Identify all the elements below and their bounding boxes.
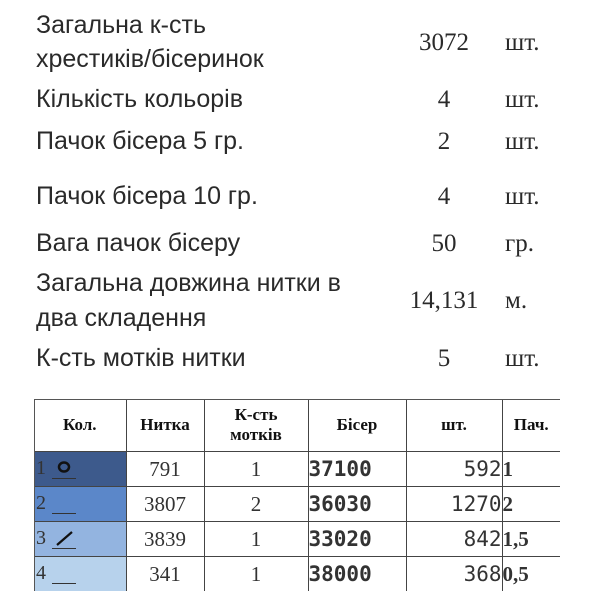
header-skeins-line1: К-сть (234, 405, 278, 424)
summary-label: Кількість кольорів (36, 85, 243, 113)
summary-label: хрестиків/бісеринок (36, 45, 264, 73)
skein-count: 1 (204, 522, 308, 557)
thread-code: 3839 (126, 522, 204, 557)
table-header-row (34, 399, 560, 452)
summary-value: 5 (437, 345, 451, 372)
color-swatch-cell (34, 557, 126, 592)
header-count: шт. (406, 399, 502, 452)
table-row (34, 557, 560, 592)
color-key-table (34, 399, 560, 591)
summary-value: 14,131 (409, 287, 479, 314)
thread-code: 3807 (126, 487, 204, 522)
summary-unit: шт. (505, 183, 540, 210)
summary-value: 4 (437, 183, 451, 210)
table-row (34, 452, 560, 487)
thread-code: 791 (126, 452, 204, 487)
summary-unit: шт. (505, 29, 540, 56)
header-skeins (204, 399, 308, 452)
color-swatch-cell (34, 487, 126, 522)
bead-code: 36030 (308, 487, 406, 522)
table-row (34, 522, 560, 557)
color-number: 2 (36, 492, 46, 514)
summary-label: Загальна довжина нитки в (36, 269, 341, 297)
bead-count: 592 (406, 452, 502, 487)
summary-value: 50 (431, 230, 457, 257)
bead-count: 1270 (406, 487, 502, 522)
header-skeins-line2: мотків (230, 425, 282, 444)
summary-value: 3072 (419, 29, 469, 56)
table-row (34, 487, 560, 522)
summary-label: К-сть мотків нитки (36, 344, 246, 372)
summary-unit: шт. (505, 86, 540, 113)
color-number: 3 (36, 527, 46, 549)
summary-label: Пачок бісера 5 гр. (36, 127, 244, 155)
summary-unit: шт. (505, 345, 540, 372)
summary-label: два складення (36, 304, 207, 332)
pack-count: 1 (502, 452, 560, 487)
summary-label: Загальна к-сть (36, 11, 206, 39)
bead-code: 33020 (308, 522, 406, 557)
slash-symbol-icon (52, 528, 76, 549)
color-number: 4 (36, 562, 46, 584)
summary-value: 2 (437, 128, 451, 155)
skein-count: 1 (204, 452, 308, 487)
blank-symbol-icon (52, 563, 76, 584)
bead-code: 38000 (308, 557, 406, 592)
summary-unit: гр. (505, 230, 535, 257)
header-thread: Нитка (126, 399, 204, 452)
thread-code: 341 (126, 557, 204, 592)
summary-label: Пачок бісера 10 гр. (36, 182, 258, 210)
skein-count: 1 (204, 557, 308, 592)
summary-label: Вага пачок бісеру (36, 229, 241, 257)
pack-count: 2 (502, 487, 560, 522)
summary-unit: м. (505, 287, 528, 314)
color-number: 1 (36, 457, 46, 479)
pack-count: 1,5 (502, 522, 560, 557)
header-packs: Пач. (502, 399, 560, 452)
header-color: Кол. (34, 399, 126, 452)
skein-count: 2 (204, 487, 308, 522)
bead-count: 368 (406, 557, 502, 592)
color-swatch-cell (34, 452, 126, 487)
circle-symbol-icon (52, 458, 76, 479)
summary-value: 4 (437, 86, 451, 113)
blank-symbol-icon (52, 493, 76, 514)
summary-unit: шт. (505, 128, 540, 155)
color-swatch-cell (34, 522, 126, 557)
pack-count: 0,5 (502, 557, 560, 592)
bead-count: 842 (406, 522, 502, 557)
bead-code: 37100 (308, 452, 406, 487)
header-beads: Бісер (308, 399, 406, 452)
